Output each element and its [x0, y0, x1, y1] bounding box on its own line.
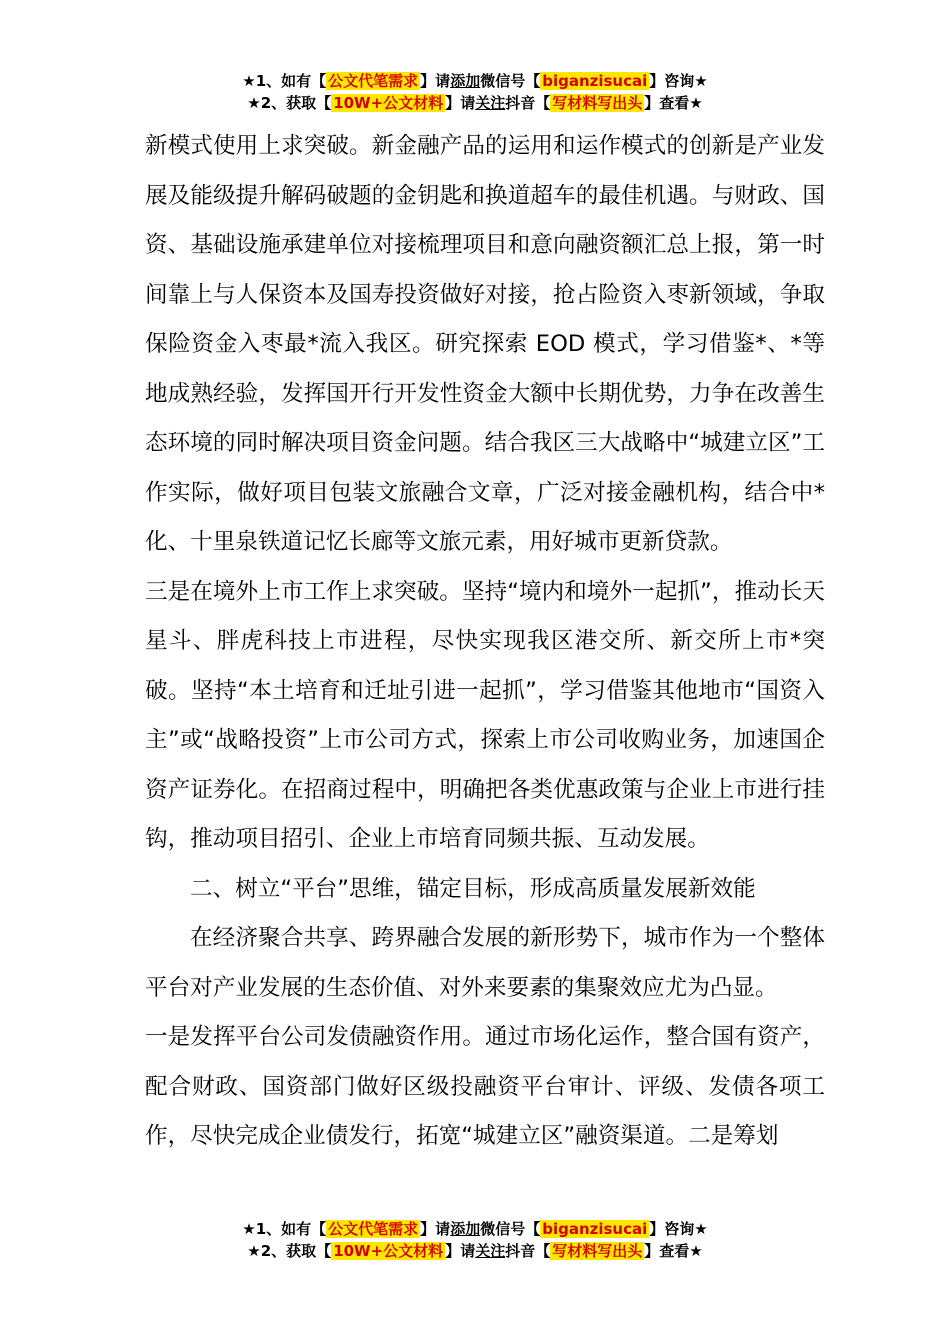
promo-line-1: ★1、如有【 公文代笔需求 】请添加微信号【 biganzisucai 】咨询★ — [242, 72, 708, 90]
promo-footer — [0, 1218, 950, 1262]
document-body — [145, 122, 825, 1162]
promo-header — [0, 70, 950, 114]
promo-highlight-service: 公文代笔需求 — [328, 72, 419, 90]
paragraph-continued: 新模式使用上求突破。新金融产品的运用和运作模式的创新是产业发展及能级提升解码破题的金钥匙和换道超车的最佳机遇。与财政、国资、基础设施承建单位对接梳理项目和意向融资额汇总上报，第一时间靠上与人保资本及国寿投资做好对接，抢占险资入枣新领域，争取保险资金入枣最*流入我区。研究探索 EOD 模式，学习借鉴*、*等地成熟经验，发挥国开行开发性资金大额中长期优势，力争在改善生态环境的同时解决项目资金问题。结合我区三大战略中“城建立区”工作实际，做好项目包装文旅融合文章，广泛对接金融机构，结合中*化、十里泉铁道记忆长廊等文旅元素，用好城市更新贷款。 — [145, 133, 825, 555]
promo-highlight-douyin: 写材料写出头 — [552, 1242, 643, 1260]
section-heading: 二、树立“平台”思维，锚定目标，形成高质量发展新效能 — [190, 875, 756, 902]
paragraph-overseas-listing: 三是在境外上市工作上求突破。坚持“境内和境外一起抓”，推动长天星斗、胖虎科技上市进程，尽快实现我区港交所、新交所上市*突破。坚持“本土培育和迁址引进一起抓”，学习借鉴其他地市“国资入主”或“战略投资”上市公司方式，探索上市公司收购业务，加速国企资产证券化。在招商过程中，明确把各类优惠政策与企业上市进行挂钩，推动项目招引、企业上市培育同频共振、互动发展。 — [145, 578, 825, 852]
promo-line-2: ★2、获取【 10W+公文材料 】请关注抖音【 写材料写出头 】查看★ — [247, 1242, 703, 1260]
promo-highlight-wechat-id: biganzisucai — [542, 1220, 648, 1238]
promo-highlight-service: 公文代笔需求 — [328, 1220, 419, 1238]
promo-line-2: ★2、获取【 10W+公文材料 】请关注抖音【 写材料写出头 】查看★ — [247, 94, 703, 112]
promo-highlight-materials: 10W+公文材料 — [333, 1242, 444, 1260]
paragraph-platform-intro: 在经济聚合共享、跨界融合发展的新形势下，城市作为一个整体平台对产业发展的生态价值、对外来要素的集聚效应尤为凸显。 — [145, 925, 825, 1001]
promo-highlight-materials: 10W+公文材料 — [333, 94, 444, 112]
promo-line-1: ★1、如有【 公文代笔需求 】请添加微信号【 biganzisucai 】咨询★ — [242, 1220, 708, 1238]
promo-highlight-wechat-id: biganzisucai — [542, 72, 648, 90]
paragraph-bond-financing: 一是发挥平台公司发债融资作用。通过市场化运作，整合国有资产，配合财政、国资部门做好区级投融资平台审计、评级、发债各项工作，尽快完成企业债发行，拓宽“城建立区”融资渠道。二是筹划 — [145, 1024, 825, 1149]
promo-highlight-douyin: 写材料写出头 — [552, 94, 643, 112]
